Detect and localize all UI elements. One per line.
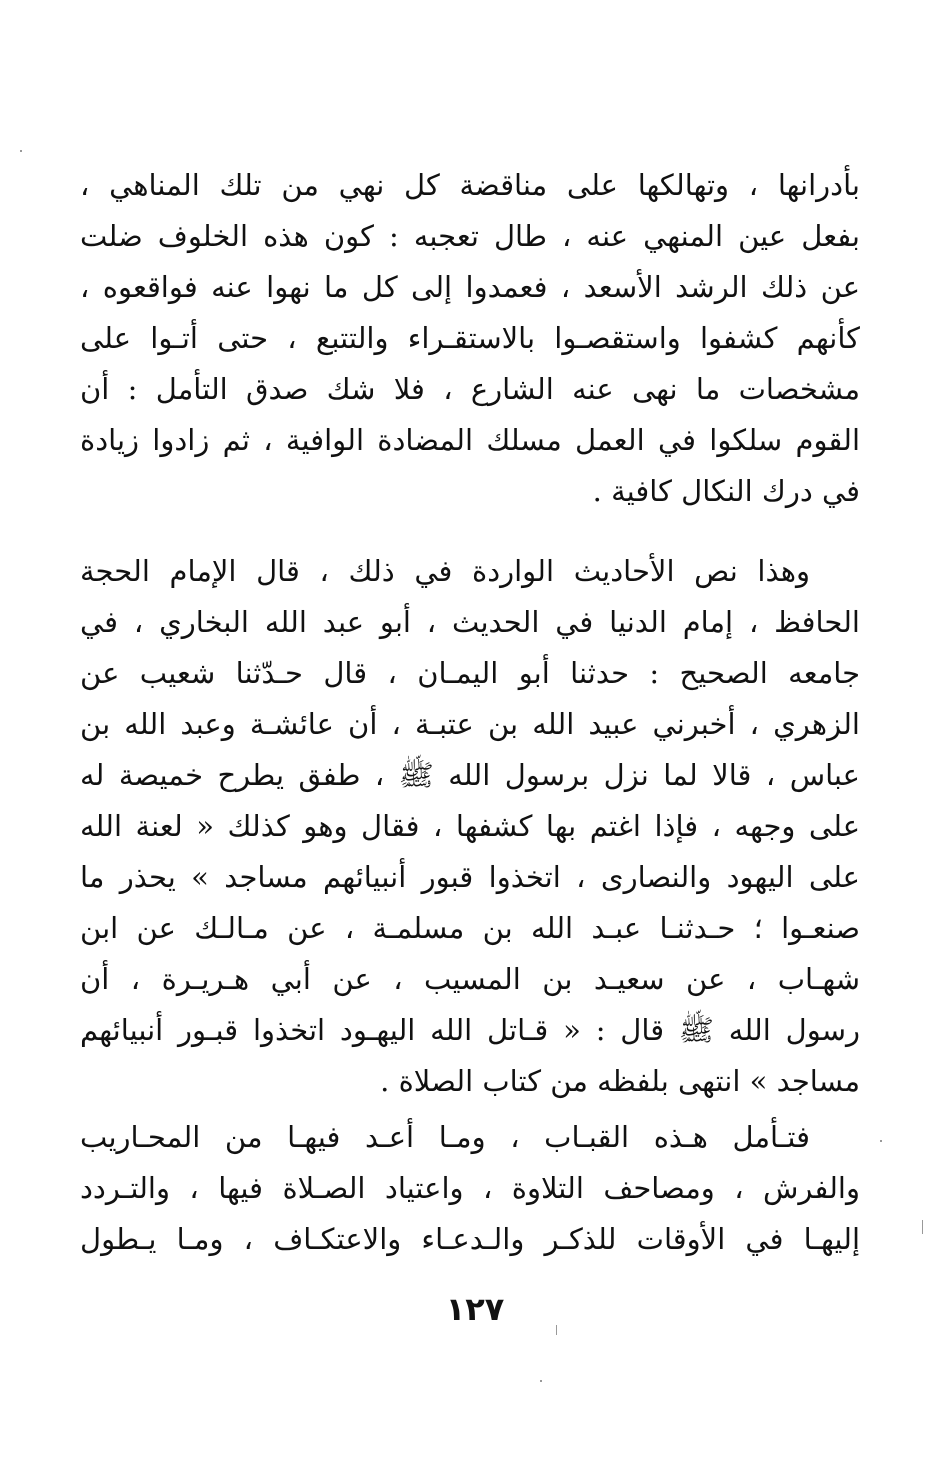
- text-line: صنعـوا ؛ حـدثنـا عبـد الله بن مسلمـة ، عن مـالـك عن ابن: [80, 911, 860, 945]
- text-line: شهـاب ، عن سعيـد بن المسيب ، عن أبي هـريـرة ، أن: [80, 962, 860, 996]
- text-line: عباس ، قالا لما نزل برسول الله ﷺ ، طفق يطرح خميصة له: [80, 758, 860, 792]
- text-line: عن ذلك الرشد الأسعد ، فعمدوا إلى كل ما نهوا عنه فواقعوه ،: [80, 270, 860, 304]
- page-number: ١٢٧: [445, 1290, 505, 1328]
- text-line: جامعه الصحيح : حدثنا أبو اليمـان ، قال حـدّثنا شعيب عن: [80, 656, 860, 690]
- text-line: في درك النكال كافية .: [592, 474, 860, 508]
- scan-speck: [20, 150, 22, 152]
- text-line: رسول الله ﷺ قال : « قـاتل الله اليهـود اتخذوا قبـور أنبيائهم: [80, 1013, 860, 1047]
- paragraph-3: [80, 1112, 860, 1265]
- text-line: فتـأمل هـذه القبـاب ، ومـا أعـد فيهـا من المحـاريب: [80, 1120, 810, 1154]
- text-line: على اليهود والنصارى ، اتخذوا قبور أنبيائهم مساجد » يحذر ما: [80, 860, 860, 894]
- paragraph-1: [80, 160, 860, 517]
- text-line: بأدرانها ، وتهالكها على مناقضة كل نهي من تلك المناهي ،: [80, 168, 860, 202]
- text-line: مساجد » انتهى بلفظه من كتاب الصلاة .: [380, 1064, 860, 1098]
- text-line: بفعل عين المنهي عنه ، طال تعجبه : كون هذه الخلوف ضلت: [80, 219, 860, 253]
- text-line: إليهـا في الأوقات للذكـر والـدعـاء والاعتكـاف ، ومـا يـطول: [80, 1222, 860, 1256]
- text-line: الحافظ ، إمام الدنيا في الحديث ، أبو عبد الله البخاري ، في: [80, 605, 860, 639]
- text-line: على وجهه ، فإذا اغتم بها كشفها ، فقال وهو كذلك « لعنة الله: [80, 809, 860, 843]
- scan-speck: [556, 1325, 557, 1335]
- text-line: مشخصات ما نهى عنه الشارع ، فلا شك صدق التأمل : أن: [80, 372, 860, 406]
- scan-speck: [922, 1220, 923, 1234]
- text-line: كأنهم كشفوا واستقصـوا بالاستقـراء والتتبع ، حتى أتـوا على: [80, 321, 860, 355]
- text-line: وهذا نص الأحاديث الواردة في ذلك ، قال الإمام الحجة: [80, 554, 810, 588]
- paragraph-2: [80, 546, 860, 1107]
- text-line: القوم سلكوا في العمل مسلك المضادة الوافية ، ثم زادوا زيادة: [80, 423, 860, 457]
- text-line: الزهري ، أخبرني عبيد الله بن عتبـة ، أن عائشـة وعبد الله بن: [80, 707, 860, 741]
- text-line: والفرش ، ومصاحف التلاوة ، واعتياد الصـلاة فيها ، والتـردد: [80, 1171, 860, 1205]
- scan-speck: [540, 1380, 542, 1382]
- scan-speck: [880, 1140, 882, 1142]
